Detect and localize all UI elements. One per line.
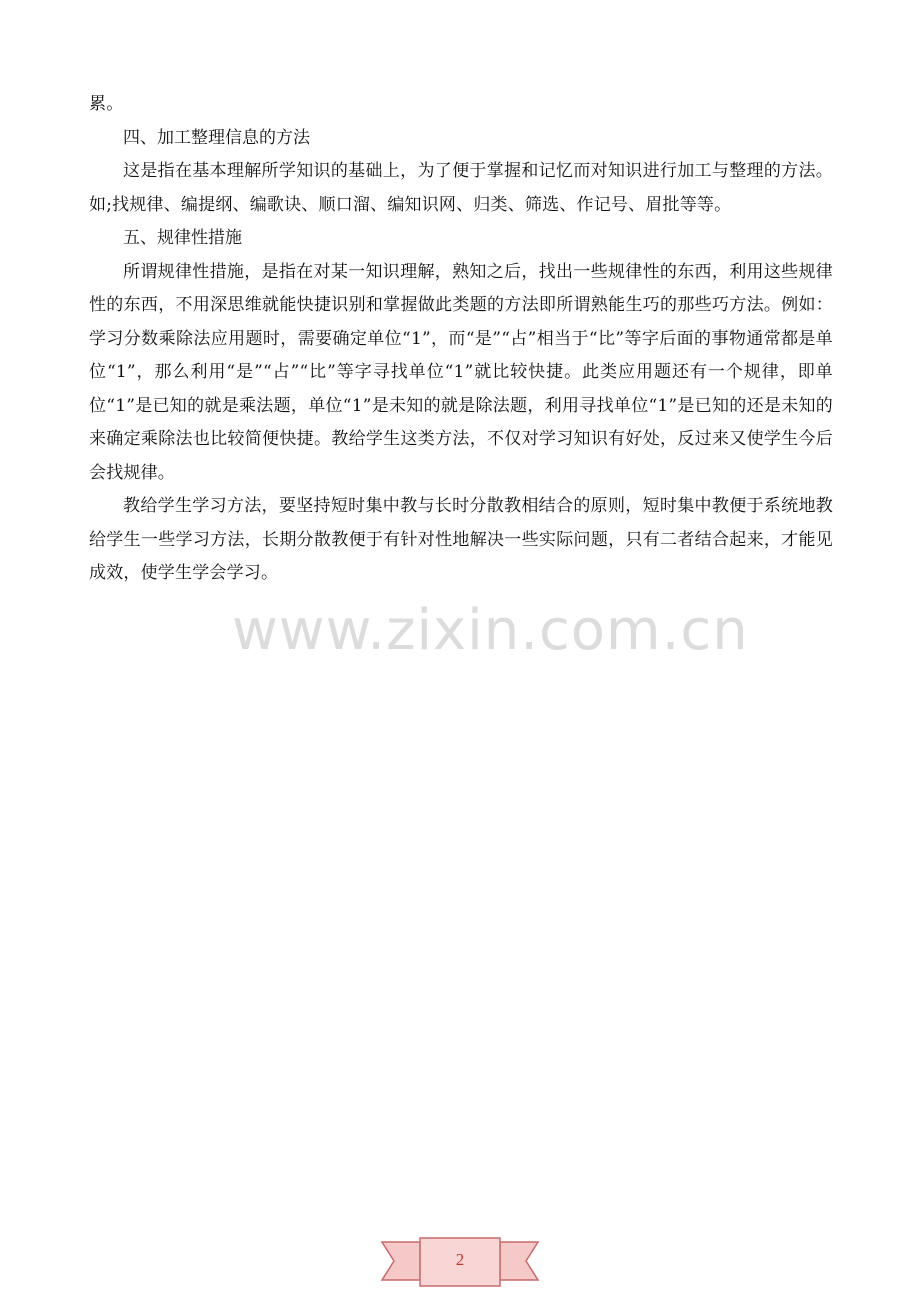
- page-number-badge: [380, 1234, 540, 1290]
- section-heading-5: 五、规律性措施: [123, 228, 242, 248]
- paragraph-continuation: 累。: [89, 94, 124, 114]
- paragraph-regularity-measures: 所谓规律性措施，是指在对某一知识理解，熟知之后，找出一些规律性的东西，利用这些规律性的东西，不用深思维就能快捷识别和掌握做此类题的方法即所谓熟能生巧的那些巧方法。例如：学习分数乘除法应用题时，需要确定单位“1”，而“是”“占”相当于“比”等字后面的事物通常都是单位“1”，那么利用“是”“占”“比”等字寻找单位“1”就比较快捷。此类应用题还有一个规律，即单位“1”是已知的就是乘法题，单位“1”是未知的就是除法题，利用寻找单位“1”是已知的还是未知的来确定乘除法也比较简便快捷。教给学生这类方法，不仅对学习知识有好处，反过来又使学生今后会找规律。: [89, 261, 833, 483]
- paragraph-processing-methods: 这是指在基本理解所学知识的基础上，为了便于掌握和记忆而对知识进行加工与整理的方法。如;找规律、编提纲、编歌诀、顺口溜、编知识网、归类、筛选、作记号、眉批等等。: [89, 161, 833, 215]
- page-number: 2: [455, 1250, 465, 1269]
- watermark: www.zixin.com.cn: [232, 598, 749, 663]
- section-heading-4: 四、加工整理信息的方法: [123, 127, 310, 148]
- paragraph-teaching-principle: 教给学生学习方法，要坚持短时集中教与长时分散教相结合的原则，短时集中教便于系统地教给学生一些学习方法，长期分散教便于有针对性地解决一些实际问题，只有二者结合起来，才能见成效，使学生学会学习。: [89, 496, 833, 583]
- document-body: [89, 88, 833, 591]
